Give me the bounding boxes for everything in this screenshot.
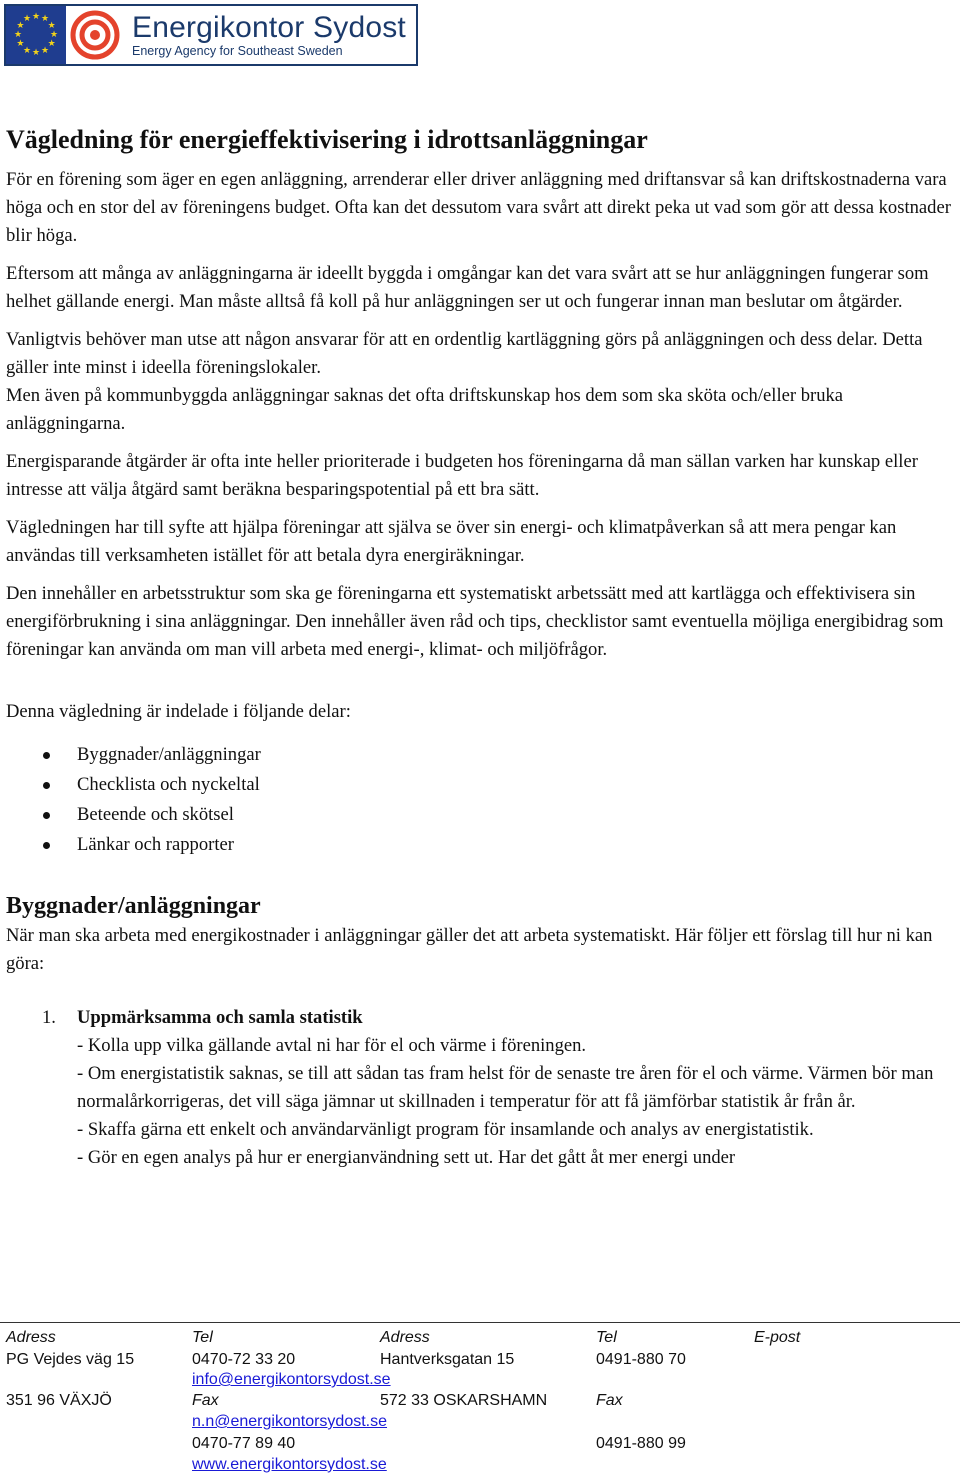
footer-office1-postal: 351 96 VÄXJÖ — [6, 1392, 112, 1409]
footer-office2-postal: 572 33 OSKARSHAMN — [380, 1392, 548, 1409]
section-heading: Byggnader/anläggningar — [6, 893, 261, 919]
list-item: Beteende och skötsel — [6, 800, 956, 830]
eu-star-icon: ★ — [16, 38, 25, 48]
eu-star-icon: ★ — [47, 38, 56, 48]
page-footer — [0, 1322, 960, 1476]
sun-logo-icon — [66, 6, 124, 64]
step-line: - Om energistatistik saknas, se till att sådan tas fram helst för de senaste tre åren för el och värme. Värmen bör man normalårkorrigeras, det vill säga jämnar ut skillnaden i temperatur för att få jämförbar statistik år från år. — [77, 1063, 934, 1112]
eu-star-icon: ★ — [23, 44, 32, 55]
eu-star-icon: ★ — [50, 29, 59, 39]
eu-star-icon: ★ — [41, 13, 50, 24]
footer-office1-fax: 0470-77 89 40 — [192, 1435, 296, 1452]
footer-tel-header: Tel — [192, 1329, 213, 1346]
step-line: - Gör en egen analys på hur er energianvändning sett ut. Har det gått åt mer energi under — [77, 1147, 736, 1168]
eu-star-icon: ★ — [41, 44, 50, 55]
footer-tel-header-2: Tel — [596, 1329, 617, 1346]
paragraph-purpose: Vägledningen har till syfte att hjälpa föreningar att själva se över sin energi- och klimatpåverkan så att mera pengar kan användas till verksamheten istället för att betala dyra energiräkningar. — [6, 517, 897, 566]
eu-flag-icon — [6, 6, 66, 64]
step-title: Uppmärksamma och samla statistik — [77, 1007, 363, 1028]
footer-office1-tel: 0470-72 33 20 — [192, 1351, 296, 1368]
organization-tagline: Energy Agency for Southeast Sweden — [132, 44, 343, 58]
parts-intro: Denna vägledning är indelade i följande delar: — [6, 701, 351, 722]
document-title: Vägledning för energieffektivisering i idrottsanläggningar — [6, 125, 648, 154]
parts-list — [6, 740, 956, 860]
list-item: Länkar och rapporter — [6, 830, 956, 860]
eu-star-icon: ★ — [32, 11, 41, 21]
organization-name: Energikontor Sydost — [132, 11, 406, 44]
bullet-icon — [43, 842, 50, 849]
steps-list — [6, 1004, 956, 1172]
footer-office2-street: Hantverksgatan 15 — [380, 1351, 515, 1368]
eu-star-icon: ★ — [14, 29, 23, 39]
eu-star-icon: ★ — [16, 20, 25, 30]
footer-fax-label: Fax — [192, 1392, 219, 1409]
footer-email-header: E-post — [754, 1329, 801, 1346]
step-line: - Skaffa gärna ett enkelt och användarvänligt program för insamlande och analys av energistatistik. — [77, 1119, 814, 1140]
footer-office1-street: PG Vejdes väg 15 — [6, 1351, 135, 1368]
bullet-icon — [43, 812, 50, 819]
step-line: - Kolla upp vilka gällande avtal ni har för el och värme i föreningen. — [77, 1035, 587, 1056]
step-item — [6, 1004, 956, 1172]
footer-office2-fax: 0491-880 99 — [596, 1435, 686, 1452]
footer-fax-label-2: Fax — [596, 1392, 623, 1409]
list-item: Byggnader/anläggningar — [6, 740, 956, 770]
section-intro: När man ska arbeta med energikostnader i anläggningar gäller det att arbeta systematiskt. Här följer ett förslag till hur ni kan göra: — [6, 925, 933, 974]
eu-star-icon: ★ — [47, 20, 56, 30]
paragraph-priorities: Energisparande åtgärder är ofta inte heller prioriterade i budgeten hos föreningarna då man sällan varken har kunskap eller intresse att välja åtgärd samt beräkna besparingspotential på ett bra sätt. — [6, 451, 918, 500]
footer-address-header: Adress — [6, 1329, 56, 1346]
list-item: Checklista och nyckeltal — [6, 770, 956, 800]
document-body — [6, 120, 956, 1172]
eu-star-icon: ★ — [32, 47, 41, 57]
footer-email-info-link[interactable]: info@energikontorsydost.se — [192, 1371, 391, 1388]
footer-website-link[interactable]: www.energikontorsydost.se — [192, 1456, 387, 1473]
bullet-icon — [43, 752, 50, 759]
footer-email-personal-link[interactable]: n.n@energikontorsydost.se — [192, 1413, 388, 1430]
step-number: 1. — [42, 1007, 56, 1028]
paragraph-responsibility: Vanligtvis behöver man utse att någon ansvarar för att en ordentlig kartläggning görs på anläggningen och dess delar. Detta gäller inte minst i ideella föreningslokaler. — [6, 329, 923, 378]
paragraph-intro: För en förening som äger en egen anläggning, arrenderar eller driver anläggning med driftansvar så kan driftskostnaderna vara höga och en stor del av föreningens budget. Ofta kan det dessutom vara svårt att direkt peka ut vad som gör att dessa kostnader blir höga. — [6, 169, 951, 246]
eu-star-icon: ★ — [23, 13, 32, 24]
footer-address-header-2: Adress — [380, 1329, 430, 1346]
organization-logo — [4, 4, 418, 66]
paragraph-municipal: Men även på kommunbyggda anläggningar saknas det ofta driftskunskap hos dem som ska sköta och/eller bruka anläggningarna. — [6, 385, 844, 434]
footer-office2-tel: 0491-880 70 — [596, 1351, 686, 1368]
bullet-icon — [43, 782, 50, 789]
paragraph-buildings: Eftersom att många av anläggningarna är ideellt byggda i omgångar kan det vara svårt att se hur anläggningen fungerar som helhet gällande energi. Man måste alltså få koll på hur anläggningen ser ut och fungerar innan man beslutar om åtgärder. — [6, 263, 929, 312]
paragraph-structure: Den innehåller en arbetsstruktur som ska ge föreningarna ett systematiskt arbetssätt med att kartlägga och effektivisera sin energiförbrukning i sina anläggningar. Den innehåller även råd och tips, checklistor samt eventuella möjliga energibidrag som föreningar kan använda om man vill arbeta med energi-, klimat- och miljöfrågor. — [6, 583, 944, 660]
